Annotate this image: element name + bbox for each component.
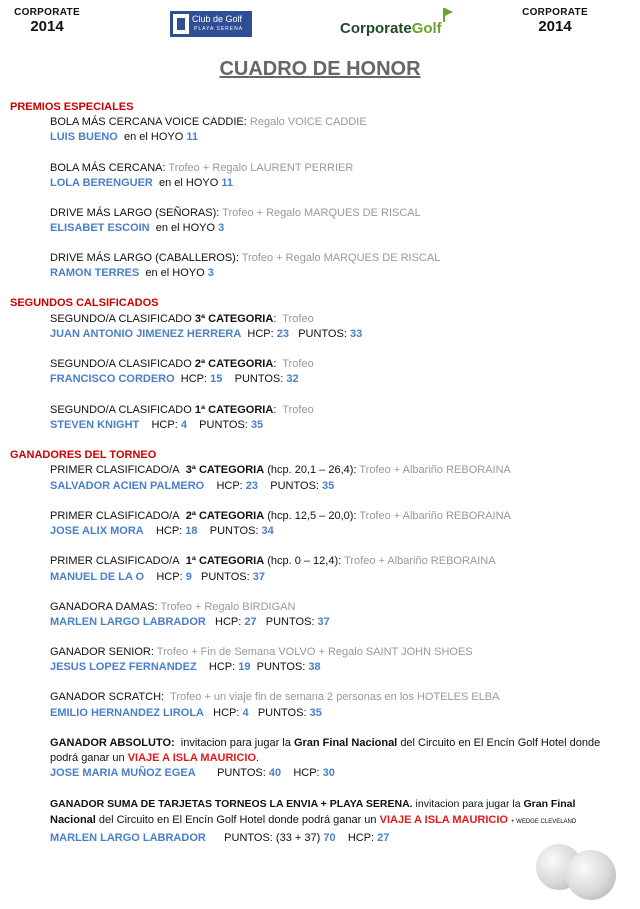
- suma-line-2: [50, 813, 576, 829]
- prize-desc: Trofeo + Regalo MARQUES DE RISCAL: [241, 252, 441, 264]
- prize-desc: Trofeo + Albariño REBORAINA: [359, 464, 511, 476]
- points-label: PUNTOS:: [199, 419, 248, 431]
- especial-prize-line: [50, 251, 440, 265]
- absoluto-line-2: [50, 751, 259, 765]
- hcp-value: 23: [245, 480, 259, 492]
- prize-label: PRIMER CLASIFICADO/A: [50, 510, 180, 522]
- points-value: 37: [317, 616, 330, 628]
- segundo-winner-line: [50, 418, 263, 432]
- points-label: PUNTOS:: [201, 571, 250, 583]
- hcp-range: (hcp. 12,5 – 20,0):: [267, 510, 357, 522]
- points-value: 35: [322, 480, 335, 492]
- segundo-prize-line: SEGUNDO/A CLASIFICADO 1ª CATEGORIA: Trofeo: [50, 404, 314, 416]
- prize-text: invitacion para jugar la: [415, 798, 521, 810]
- prize-label: GANADOR ABSOLUTO:: [50, 737, 175, 749]
- hcp-value: 27: [377, 832, 390, 844]
- hcp-value: 4: [242, 707, 249, 719]
- primero-winner-line: [50, 524, 274, 538]
- prize-desc: Trofeo + Regalo LAURENT PERRIER: [168, 162, 354, 174]
- wedge-text: + WEDGE CLEVELAND: [511, 819, 577, 825]
- category: 1ª CATEGORIA: [185, 555, 265, 567]
- points-value: 35: [250, 419, 264, 431]
- points-label: PUNTOS:: [270, 480, 319, 492]
- points-label: PUNTOS:: [256, 661, 306, 673]
- trip-text: VIAJE A ISLA MAURICIO: [379, 814, 508, 826]
- winner-name: ELISABET ESCOIN: [50, 222, 150, 234]
- scratch-winner-line: [50, 706, 322, 720]
- brand-part-a: Corporate: [340, 20, 412, 37]
- hcp-label: HCP:: [293, 767, 320, 779]
- hole-number: 3: [218, 222, 225, 234]
- section-heading-segundos: SEGUNDOS CALSIFICADOS: [10, 297, 159, 309]
- golf-ball-icon: [566, 850, 616, 900]
- points-label: PUNTOS:: [217, 767, 266, 779]
- hcp-label: HCP:: [347, 832, 375, 844]
- prize-label: GANADOR SUMA DE TARJETAS TORNEOS LA ENVIA + PLAYA SERENA.: [50, 798, 413, 810]
- category: 1ª CATEGORIA: [194, 404, 274, 416]
- suma-winner-line: [50, 831, 389, 845]
- points-value: 32: [286, 373, 299, 385]
- prize-text: podrá ganar un: [50, 752, 125, 764]
- winner-name: FRANCISCO CORDERO: [50, 373, 175, 385]
- hcp-range: (hcp. 0 – 12,4):: [267, 555, 342, 567]
- nacional-text: Nacional: [50, 814, 96, 826]
- points-label: PUNTOS: (33 + 37): [224, 832, 321, 844]
- winner-name: MANUEL DE LA O: [50, 571, 145, 583]
- hcp-label: HCP:: [155, 525, 183, 537]
- prize-desc: Trofeo: [282, 404, 314, 416]
- senior-winner-line: [50, 660, 321, 674]
- points-value: 70: [323, 832, 336, 844]
- corporategolf-logo: [340, 20, 442, 37]
- scratch-prize-line: [50, 690, 499, 704]
- prize-label: SEGUNDO/A CLASIFICADO: [50, 313, 192, 325]
- hole-number: 11: [221, 177, 234, 189]
- winner-name: JESUS LOPEZ FERNANDEZ: [50, 661, 197, 673]
- hole-text: en el HOYO: [123, 131, 184, 143]
- club-name: Club de Golf: [192, 14, 243, 24]
- primero-prize-line: [50, 554, 496, 568]
- points-label: PUNTOS:: [234, 373, 284, 385]
- hcp-value: 19: [238, 661, 251, 673]
- prize-desc: Trofeo + Regalo MARQUES DE RISCAL: [222, 207, 421, 219]
- points-value: 40: [268, 767, 282, 779]
- winner-name: JUAN ANTONIO JIMENEZ HERRERA: [50, 328, 242, 340]
- corporate-2014-logo-right: [522, 8, 588, 34]
- prize-label: PRIMER CLASIFICADO/A: [50, 555, 180, 567]
- period: .: [256, 752, 260, 764]
- category: 2ª CATEGORIA: [185, 510, 265, 522]
- winner-name: STEVEN KNIGHT: [50, 419, 140, 431]
- points-value: 37: [252, 571, 266, 583]
- winner-name: MARLEN LARGO LABRADOR: [50, 832, 206, 844]
- prize-label: GANADOR SENIOR:: [50, 646, 154, 658]
- category: 3ª CATEGORIA: [185, 464, 265, 476]
- prize-desc: Trofeo + Regalo BIRDIGAN: [160, 601, 296, 613]
- suma-line-1: [50, 797, 575, 811]
- club-subtitle: PLAYA SERENA: [194, 26, 244, 32]
- hcp-label: HCP:: [208, 661, 236, 673]
- prize-desc: Trofeo + Fin de Semana VOLVO + Regalo SAINT JOHN SHOES: [156, 646, 473, 658]
- section-heading-especiales: PREMIOS ESPECIALES: [10, 101, 134, 113]
- points-value: 38: [308, 661, 321, 673]
- segundo-winner-line: [50, 372, 299, 386]
- senior-prize-line: [50, 645, 473, 659]
- logo-year: 2014: [538, 18, 572, 35]
- header: [0, 0, 640, 50]
- especial-winner-line: [50, 266, 214, 280]
- prize-label: BOLA MÁS CERCANA VOICE CADDIE:: [50, 116, 247, 128]
- points-label: PUNTOS:: [257, 707, 307, 719]
- damas-prize-line: [50, 600, 295, 614]
- prize-label: DRIVE MÁS LARGO (CABALLEROS):: [50, 252, 239, 264]
- hole-number: 3: [207, 267, 214, 279]
- hole-text: en el HOYO: [145, 267, 205, 279]
- absoluto-line-1: [50, 736, 600, 750]
- especial-winner-line: [50, 130, 198, 144]
- especial-prize-line: [50, 206, 421, 220]
- segundo-winner-line: [50, 327, 362, 341]
- category: 3ª CATEGORIA: [194, 313, 274, 325]
- segundo-prize-line: SEGUNDO/A CLASIFICADO 3ª CATEGORIA: Trofeo: [50, 313, 314, 325]
- logo-line1: CORPORATE: [522, 7, 588, 18]
- prize-desc: Trofeo: [282, 313, 314, 325]
- hcp-label: HCP:: [216, 480, 243, 492]
- points-label: PUNTOS:: [265, 616, 315, 628]
- hole-text: en el HOYO: [159, 177, 219, 189]
- flag-icon: [443, 8, 445, 22]
- especial-winner-line: [50, 221, 224, 235]
- hcp-value: 18: [185, 525, 198, 537]
- brand-part-b: Golf: [411, 20, 442, 37]
- winner-name: JOSE MARIA MUÑOZ EGEA: [50, 767, 196, 779]
- especial-winner-line: [50, 176, 233, 190]
- club-de-golf-logo: [170, 11, 252, 37]
- prize-label: SEGUNDO/A CLASIFICADO: [50, 404, 192, 416]
- winner-name: MARLEN LARGO LABRADOR: [50, 616, 206, 628]
- hcp-label: HCP:: [151, 419, 178, 431]
- hcp-label: HCP:: [156, 571, 183, 583]
- hcp-label: HCP:: [213, 707, 240, 719]
- points-value: 35: [309, 707, 322, 719]
- points-label: PUNTOS:: [209, 525, 259, 537]
- primero-prize-line: [50, 509, 511, 523]
- hcp-label: HCP:: [215, 616, 242, 628]
- winner-name: RAMON TERRES: [50, 267, 140, 279]
- hcp-range: (hcp. 20,1 – 26,4):: [267, 464, 357, 476]
- hcp-value: 15: [210, 373, 223, 385]
- page-title: CUADRO DE HONOR: [219, 58, 421, 80]
- hcp-label: HCP:: [180, 373, 208, 385]
- winner-name: LOLA BERENGUER: [50, 177, 153, 189]
- corporate-2014-logo-left: [14, 8, 80, 34]
- logo-line1: CORPORATE: [14, 7, 80, 18]
- prize-label: SEGUNDO/A CLASIFICADO: [50, 358, 192, 370]
- hcp-label: HCP:: [247, 328, 274, 340]
- hcp-value: 27: [244, 616, 257, 628]
- prize-desc: Trofeo + Albariño REBORAINA: [344, 555, 496, 567]
- primero-prize-line: [50, 463, 511, 477]
- especial-prize-line: [50, 161, 353, 175]
- winner-name: LUIS BUENO: [50, 131, 118, 143]
- hcp-value: 4: [180, 419, 187, 431]
- section-heading-ganadores: GANADORES DEL TORNEO: [10, 449, 157, 461]
- hcp-value: 9: [185, 571, 192, 583]
- category: 2ª CATEGORIA: [194, 358, 274, 370]
- prize-desc: Regalo VOICE CADDIE: [249, 116, 367, 128]
- points-label: PUNTOS:: [298, 328, 347, 340]
- gran-final-text: Gran Final: [523, 798, 576, 810]
- prize-label: BOLA MÁS CERCANA:: [50, 162, 166, 174]
- prize-text: del Circuito en El Encín Golf Hotel donde podrá ganar un: [98, 814, 377, 826]
- especial-prize-line: [50, 115, 367, 129]
- hcp-value: 23: [276, 328, 290, 340]
- prize-desc: Trofeo + un viaje fin de semana 2 personas en los HOTELES ELBA: [170, 691, 500, 703]
- primero-winner-line: [50, 479, 334, 493]
- trip-text: VIAJE A ISLA MAURICIO: [127, 752, 257, 764]
- hole-text: en el HOYO: [155, 222, 216, 234]
- absoluto-winner-line: [50, 766, 335, 780]
- primero-winner-line: [50, 570, 265, 584]
- prize-desc: Trofeo: [282, 358, 314, 370]
- winner-name: SALVADOR ACIEN PALMERO: [50, 480, 205, 492]
- golf-balls-image: [528, 840, 628, 900]
- prize-text: invitacion para jugar la: [180, 737, 291, 749]
- gran-final-text: Gran Final Nacional: [293, 737, 398, 749]
- points-value: 33: [349, 328, 363, 340]
- prize-label: GANADORA DAMAS:: [50, 601, 158, 613]
- winner-name: JOSE ALIX MORA: [50, 525, 144, 537]
- hcp-value: 30: [322, 767, 335, 779]
- prize-label: DRIVE MÁS LARGO (SEÑORAS):: [50, 207, 220, 219]
- segundo-prize-line: SEGUNDO/A CLASIFICADO 2ª CATEGORIA: Trofeo: [50, 358, 314, 370]
- prize-label: GANADOR SCRATCH:: [50, 691, 165, 703]
- hole-number: 11: [186, 131, 198, 143]
- points-value: 34: [261, 525, 274, 537]
- logo-year: 2014: [30, 18, 64, 35]
- crest-icon: [173, 14, 189, 34]
- winner-name: EMILIO HERNANDEZ LIROLA: [50, 707, 204, 719]
- prize-text: del Circuito en El Encín Golf Hotel donde: [400, 737, 601, 749]
- prize-desc: Trofeo + Albariño REBORAINA: [359, 510, 511, 522]
- damas-winner-line: [50, 615, 330, 629]
- prize-label: PRIMER CLASIFICADO/A: [50, 464, 180, 476]
